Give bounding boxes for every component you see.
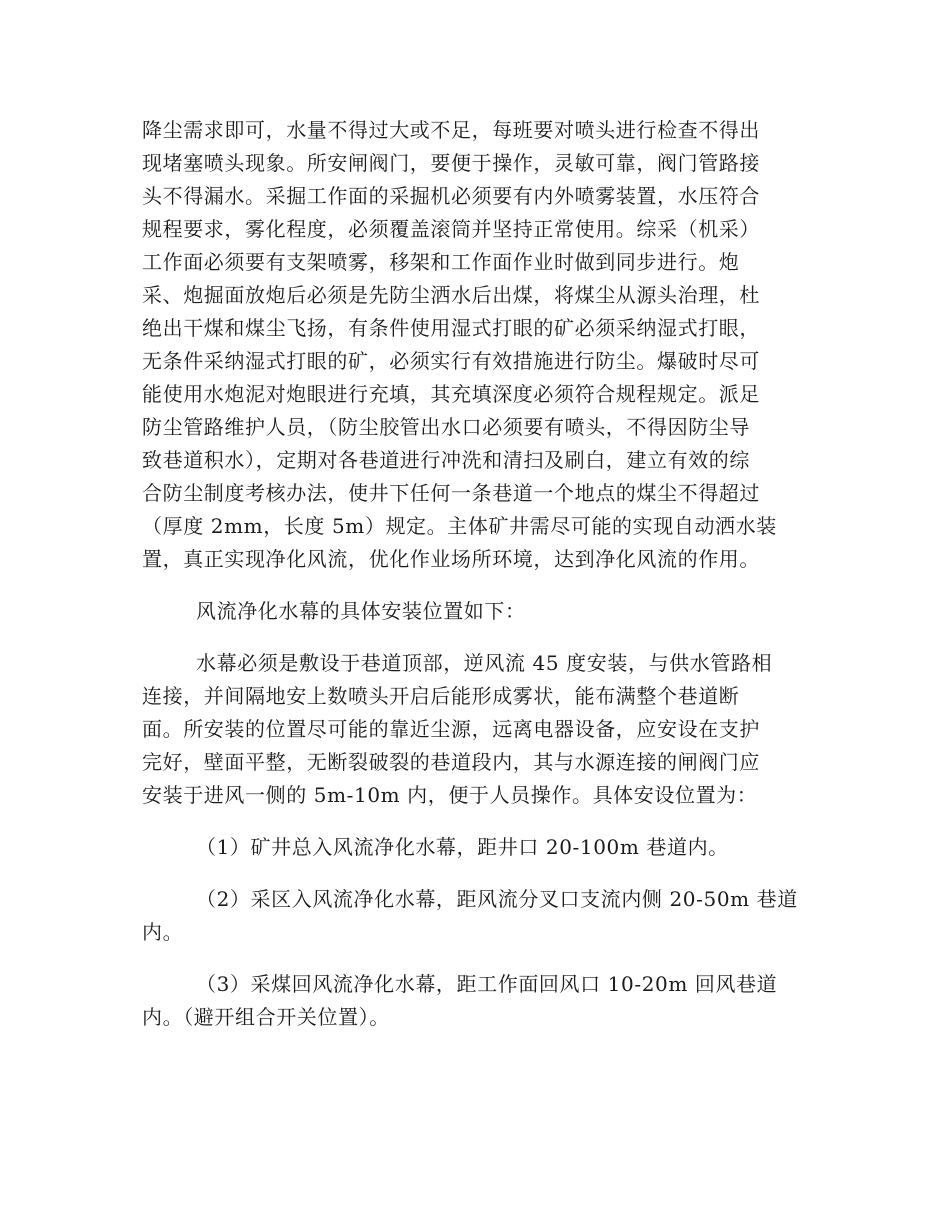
document-page xyxy=(142,0,802,1230)
text-line: 连接，并间隔地安上数喷头开启后能形成雾状，能布满整个巷道断 xyxy=(142,684,740,708)
text-line: （3）采煤回风流净化水幕，距工作面回风口 10-20m 回风巷道 xyxy=(196,972,778,996)
text-line: 规程要求，雾化程度，必须覆盖滚筒并坚持正常使用。综采（机采） xyxy=(142,217,760,241)
text-line: 致巷道积水），定期对各巷道进行冲洗和清扫及刷白，建立有效的综 xyxy=(142,448,750,472)
text-line: 合防尘制度考核办法，使井下任何一条巷道一个地点的煤尘不得超过 xyxy=(142,481,760,505)
text-line: 现堵塞喷头现象。所安闸阀门，要便于操作，灵敏可靠，阀门管路接 xyxy=(142,151,760,175)
text-line: 采、炮掘面放炮后必须是先防尘洒水后出煤，将煤尘从源头治理，杜 xyxy=(142,283,760,307)
text-line: 头不得漏水。采掘工作面的采掘机必须要有内外喷雾装置，水压符合 xyxy=(142,184,760,208)
text-line: 置，真正实现净化风流，优化作业场所环境，达到净化风流的作用。 xyxy=(142,547,760,571)
text-line: 水幕必须是敷设于巷道顶部，逆风流 45 度安装，与供水管路相 xyxy=(196,651,773,675)
text-line: 防尘管路维护人员，（防尘胶管出水口必须要有喷头，不得因防尘导 xyxy=(142,415,750,439)
text-line: 工作面必须要有支架喷雾，移架和工作面作业时做到同步进行。炮 xyxy=(142,250,740,274)
text-line: 内。 xyxy=(142,920,184,944)
section-heading: 风流净化水幕的具体安装位置如下： xyxy=(196,599,526,623)
text-line: 能使用水炮泥对炮眼进行充填，其充填深度必须符合规程规定。派足 xyxy=(142,382,760,406)
text-line: 内。（避开组合开关位置）。 xyxy=(142,1005,390,1029)
text-line: （1）矿井总入风流净化水幕，距井口 20-100m 巷道内。 xyxy=(196,835,729,859)
text-line: 降尘需求即可，水量不得过大或不足，每班要对喷头进行检查不得出 xyxy=(142,118,760,142)
text-line: 完好，壁面平整，无断裂破裂的巷道段内，其与水源连接的闸阀门应 xyxy=(142,750,760,774)
text-line: 无条件采纳湿式打眼的矿，必须实行有效措施进行防尘。爆破时尽可 xyxy=(142,349,760,373)
text-line: 安装于进风一侧的 5m-10m 内，便于人员操作。具体安设位置为： xyxy=(142,783,758,807)
text-line: （2）采区入风流净化水幕，距风流分叉口支流内侧 20-50m 巷道 xyxy=(196,887,798,911)
text-line: 面。所安装的位置尽可能的靠近尘源，远离电器设备，应安设在支护 xyxy=(142,717,760,741)
text-line: （厚度 2mm，长度 5m）规定。主体矿井需尽可能的实现自动洒水装 xyxy=(142,514,777,538)
text-line: 绝出干煤和煤尘飞扬，有条件使用湿式打眼的矿必须采纳湿式打眼， xyxy=(142,316,760,340)
